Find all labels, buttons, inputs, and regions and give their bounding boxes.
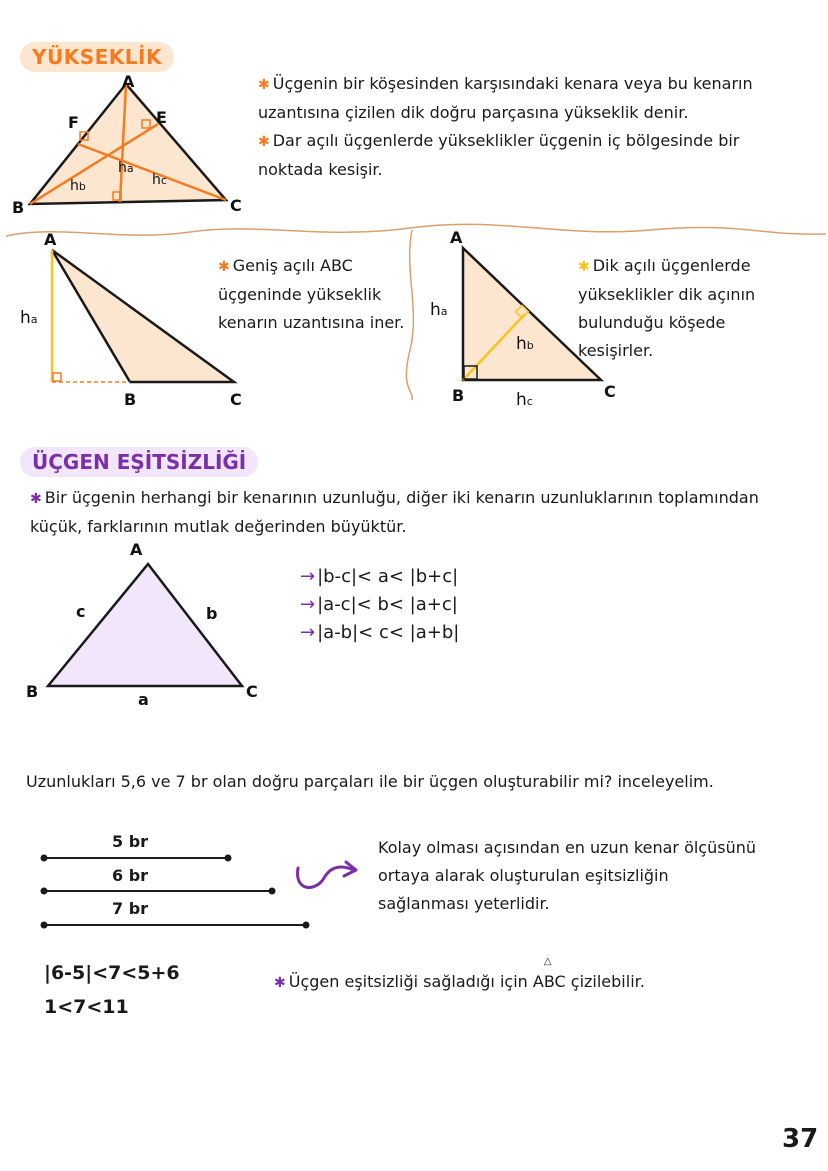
abc-label: ABC <box>532 972 566 991</box>
genis-text-block: ✱ Geniş açılı ABC üçgeninde yükseklik kenarın uzantısına iner. <box>218 256 405 332</box>
genis-label-A: A <box>44 230 57 249</box>
fig1-label-C: C <box>230 196 242 215</box>
yukseklik-definition: ✱ Üçgenin bir köşesinden karşısındaki kenara veya bu kenarın uzantısına çizilen dik doğru parçasına yükseklik denir. ✱ Dar açılı üçgenlerde yükseklikler üçgenin iç bölgesinde bir noktada kesişir. <box>258 74 753 179</box>
page-number: 37 <box>782 1124 819 1154</box>
esitsizlik-text-block: ✱ Bir üçgenin herhangi bir kenarının uzunluğu, diğer iki kenarın uzunluklarının toplamından küçük, farklarının mutlak değerinden büyüktür. <box>30 488 759 536</box>
dik-label-ha: ha <box>430 300 448 320</box>
dik-text: Dik açılı üçgenlerde yükseklikler dik açının bulunduğu köşede kesişirler. <box>578 256 756 360</box>
yukseklik-text-1: Üçgenin bir köşesinden karşısındaki kenara veya bu kenarın uzantısına çizilen dik doğru parçasına yükseklik denir. <box>258 74 753 122</box>
acute-triangle-figure <box>20 78 260 228</box>
ineq-label-C: C <box>246 682 258 701</box>
example-question: Uzunlukları 5,6 ve 7 br olan doğru parçaları ile bir üçgen oluşturabilir mi? inceleyelim. <box>26 772 714 791</box>
fig1-label-hb: hb <box>70 178 86 194</box>
inequality-2: → |a-c|< b< |a+c| <box>300 594 458 615</box>
section-title-yukseklik: YÜKSEKLİK <box>20 42 174 72</box>
inequality-list <box>300 563 459 647</box>
hat-symbol: △ <box>543 956 552 967</box>
yukseklik-text-2: Dar açılı üçgenlerde yükseklikler üçgenin iç bölgesinde bir noktada kesişir. <box>258 131 740 179</box>
dik-label-B: B <box>452 386 465 405</box>
obtuse-triangle-figure <box>30 240 250 390</box>
dik-label-hb: hb <box>516 334 534 354</box>
calc-1: |6-5|<7<5+6 <box>44 962 180 984</box>
dik-text-block: ✱ Dik açılı üçgenlerde yükseklikler dik açının bulunduğu köşede kesişirler. <box>578 256 756 360</box>
fig1-label-E: E <box>156 108 167 127</box>
segments-figure <box>38 850 338 940</box>
ineq-label-b: b <box>206 604 218 623</box>
curved-arrow-icon <box>294 858 364 898</box>
conclusion: ✱ Üçgen eşitsizliği sağladığı için △ ABC çizilebilir. <box>274 956 645 991</box>
dik-label-hc: hc <box>516 390 533 410</box>
fig1-label-B: B <box>12 198 25 217</box>
dik-label-A: A <box>450 228 463 247</box>
segment-label-6: 6 br <box>112 866 149 885</box>
segment-label-5: 5 br <box>112 832 149 851</box>
ineq-label-A: A <box>130 540 143 559</box>
genis-label-C: C <box>230 390 242 409</box>
section-title-esitsizlik: ÜÇGEN EŞİTSİZLİĞİ <box>20 447 258 477</box>
ineq-label-c: c <box>76 602 86 621</box>
ineq-label-B: B <box>26 682 39 701</box>
ineq-label-a: a <box>138 690 149 709</box>
calc-2: 1<7<11 <box>44 996 129 1018</box>
segment-label-7: 7 br <box>112 899 149 918</box>
genis-label-B: B <box>124 390 137 409</box>
inequality-3: → |a-b|< c< |a+b| <box>300 622 460 643</box>
genis-text: Geniş açılı ABC üçgeninde yükseklik kenarın uzantısına iner. <box>218 256 405 332</box>
fig1-label-ha: ha <box>118 160 134 176</box>
genis-label-ha: ha <box>20 308 38 328</box>
dik-label-C: C <box>604 382 616 401</box>
fig1-label-F: F <box>68 113 79 132</box>
example-note: Kolay olması açısından en uzun kenar ölçüsünü ortaya alarak oluşturulan eşitsizliğin sağlanması yeterlidir. <box>378 838 756 913</box>
inequality-1: → |b-c|< a< |b+c| <box>300 566 459 587</box>
fig1-label-hc: hc <box>152 172 167 188</box>
esitsizlik-text: Bir üçgenin herhangi bir kenarının uzunluğu, diğer iki kenarın uzunluklarının toplamından küçük, farklarının mutlak değerinden büyüktür. <box>30 488 759 536</box>
fig1-label-A: A <box>122 72 135 91</box>
inequality-triangle-figure <box>44 560 254 690</box>
